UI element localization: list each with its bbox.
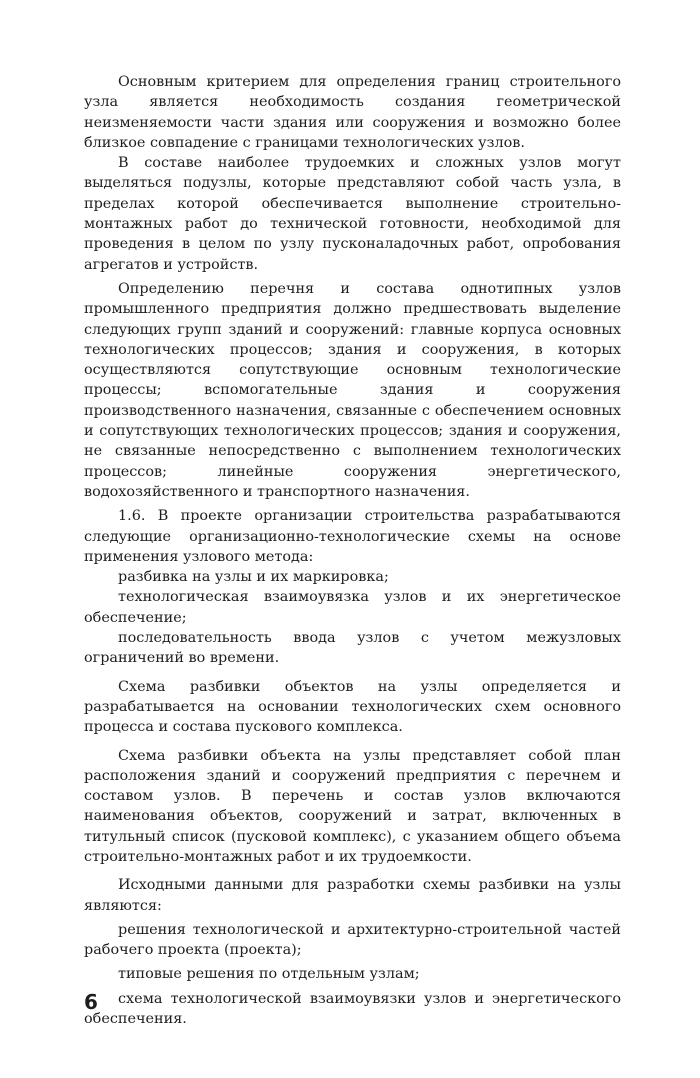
list-item-linkage-scheme: схема технологической взаимоувязки узлов и энергетического обеспечения. [84, 990, 621, 1028]
paragraph-node-criterion: Основным критерием для определения границ строительного узла является необходимость создания геометрической неизменяемости части здания или сооружения и возможно более близкое совпадение с границами технологических узлов. [84, 74, 621, 151]
paragraph-scheme-definition: Схема разбивки объекта на узлы представляет собой план расположения зданий и сооружений предприятия с перечнем и составом узлов. В перечень и состав узлов включаются наименования объектов, сооружений и затрат, включенных в титульный список (пусковой комплекс), с указанием общего объема строительно-монтажных работ и их трудоемкости. [84, 747, 621, 865]
list-item-project-decisions: решения технологической и архитектурно-строительной частей рабочего проекта (проекта); [84, 921, 621, 959]
list-item-technological-linkage: технологическая взаимоувязка узлов и их энергетическое обеспечение; [84, 589, 621, 626]
list-item-typical-solutions: типовые решения по отдельным узлам; [118, 966, 420, 983]
paragraph-subnodes: В составе наиболее трудоемких и сложных узлов могут выделяться подузлы, которые представляют собой часть узла, в пределах которой обеспечивается выполнение строительно-монтажных работ до технической готовности, необходимой для проведения в целом по узлу пусконаладочных работ, опробования агрегатов и устройств. [84, 155, 621, 273]
paragraph-breakdown-scheme: Схема разбивки объектов на узлы определяется и разрабатывается на основании технологических схем основного процесса и состава пускового комплекса. [84, 678, 621, 736]
page-number: 6 [84, 990, 98, 1014]
list-item-node-breakdown: разбивка на узлы и их маркировка; [118, 569, 389, 586]
list-item-commissioning-sequence: последовательность ввода узлов с учетом межузловых ограничений во времени. [84, 630, 621, 667]
paragraph-building-groups: Определению перечня и состава однотипных узлов промышленного предприятия должно предшествовать выделение следующих групп зданий и сооружений: главные корпуса основных технологических процессов; здания и сооружения, в которых осуществляются сопутствующие основным технологические процессы; вспомогательные здания и сооружения производственного назначения, связанные с обеспечением основных и сопутствующих технологических процессов; здания и сооружения, не связанные непосредственно с выполнением технологических процессов; линейные сооружения энергетического, водохозяйственного и транспортного назначения. [84, 280, 621, 500]
paragraph-section-1-6: 1.6. В проекте организации строительства разрабатываются следующие организационно-технологические схемы на основе применения узлового метода: [84, 508, 621, 565]
page-body [84, 72, 621, 1029]
paragraph-source-data: Исходными данными для разработки схемы разбивки на узлы являются: [84, 877, 621, 914]
